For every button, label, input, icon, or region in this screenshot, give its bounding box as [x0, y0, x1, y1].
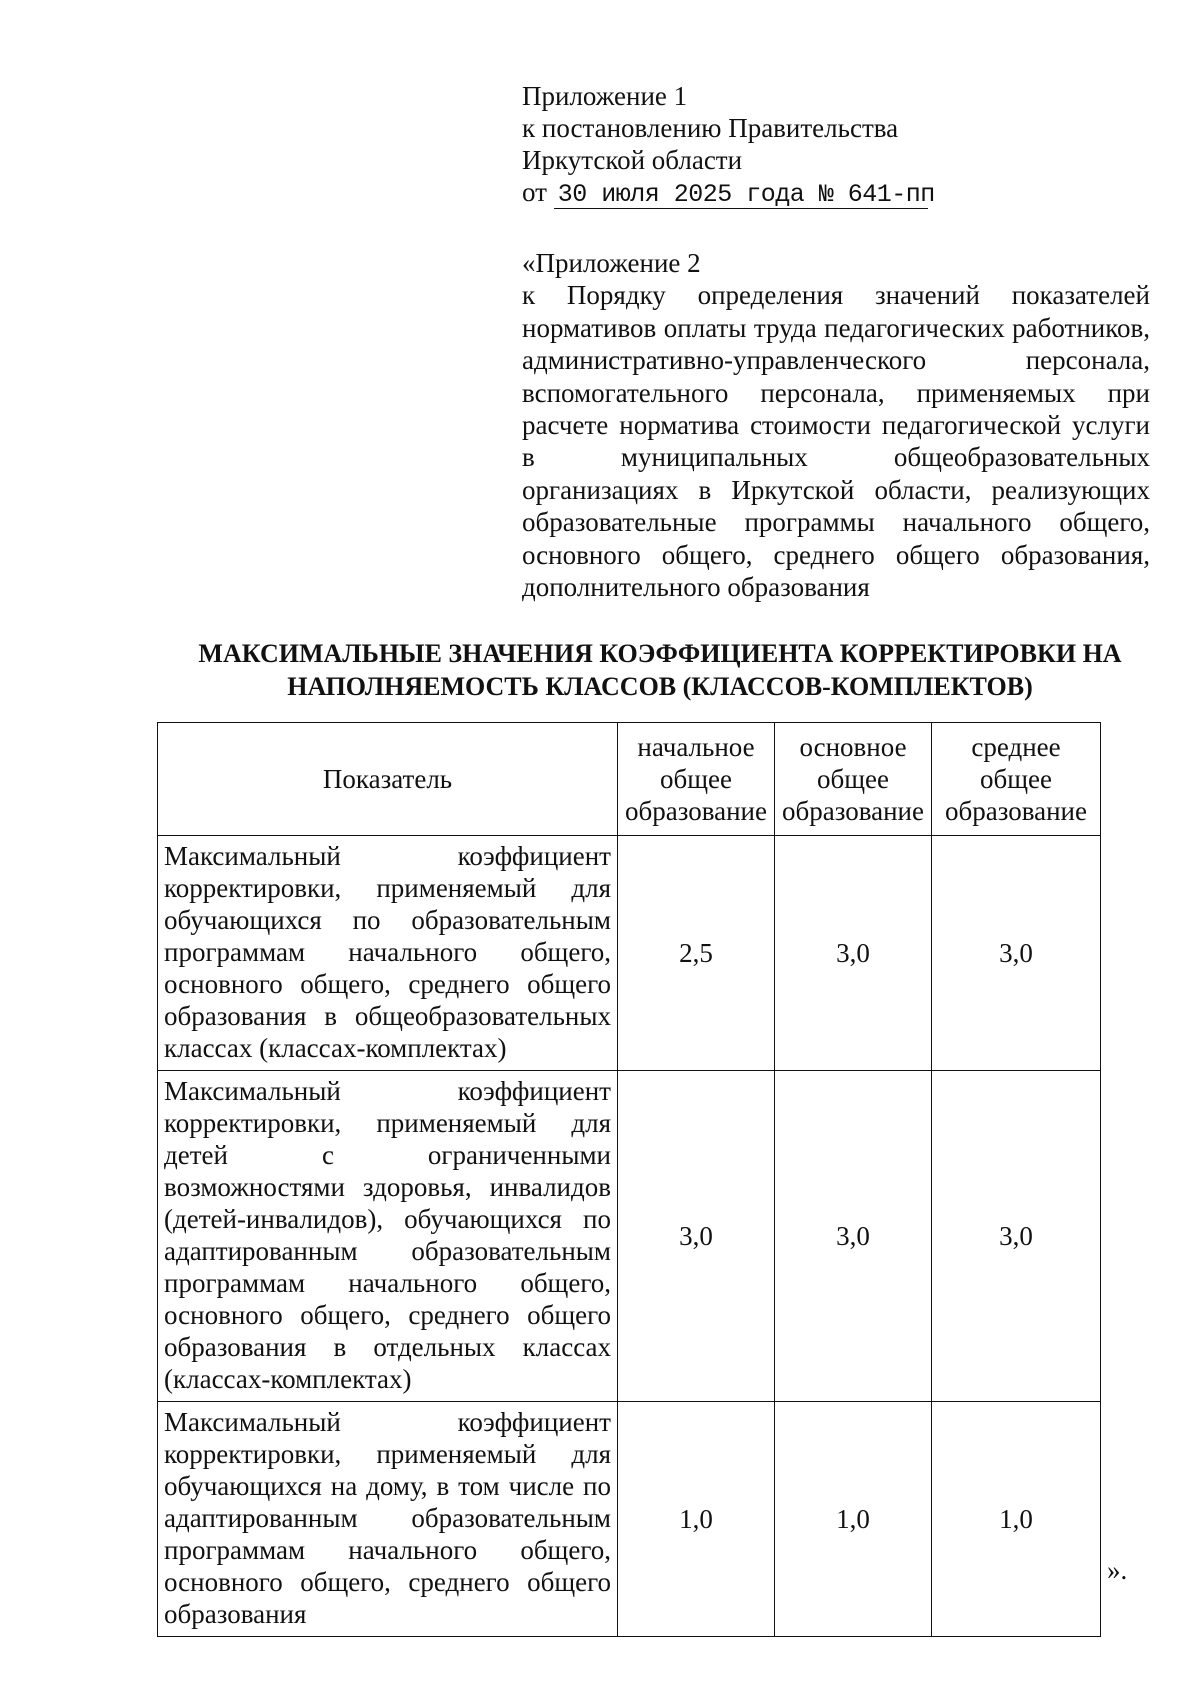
- row-value-primary: 1,0: [618, 1402, 775, 1637]
- closing-quote: ».: [1107, 1555, 1128, 1585]
- row-value-basic: 1,0: [775, 1402, 932, 1637]
- date-prefix: от: [522, 177, 547, 207]
- row-value-primary: 3,0: [618, 1071, 775, 1402]
- row-value-basic: 3,0: [775, 836, 932, 1071]
- attachment-1-line-2: к постановлению Правительства: [522, 113, 899, 143]
- row-value-secondary: 1,0: [932, 1402, 1101, 1637]
- heading-line-1: МАКСИМАЛЬНЫЕ ЗНАЧЕНИЯ КОЭФФИЦИЕНТА КОРРЕКТИРОВКИ НА: [198, 639, 1122, 668]
- table-row: [158, 1402, 1101, 1637]
- attachment-2-header: [522, 247, 1150, 603]
- row-indicator: Максимальный коэффициент корректировки, применяемый для обучающихся на дому, в том числе по адаптированным образовательным программам начального общего, основного общего, среднего общего образования: [158, 1402, 618, 1637]
- decree-date-number: 30 июля 2025 года № 641-пп: [554, 182, 928, 209]
- document-heading: [170, 637, 1150, 703]
- attachment-1-title: Приложение 1: [522, 81, 688, 111]
- attachment-1-date-line: [522, 176, 942, 209]
- header-primary-education: начальное общее образование: [618, 723, 775, 836]
- row-indicator: Максимальный коэффициент корректировки, применяемый для обучающихся по образовательным программам начального общего, основного общего, среднего общего образования в общеобразовательных классах (классах-комплектах): [158, 836, 618, 1071]
- row-value-primary: 2,5: [618, 836, 775, 1071]
- coefficient-table: [157, 722, 1101, 1637]
- heading-line-2: НАПОЛНЯЕМОСТЬ КЛАССОВ (КЛАССОВ-КОМПЛЕКТОВ): [287, 672, 1033, 701]
- header-secondary-education: среднее общее образование: [932, 723, 1101, 836]
- attachment-1-header: [522, 80, 942, 209]
- table-row: [158, 836, 1101, 1071]
- row-value-secondary: 3,0: [932, 836, 1101, 1071]
- header-indicator: Показатель: [158, 723, 618, 836]
- attachment-2-body: к Порядку определения значений показателей нормативов оплаты труда педагогических работников, административно-управленческого персонала, вспомогательного персонала, применяемых при расчете норматива стоимости педагогической услуги в муниципальных общеобразовательных организациях в Иркутской области, реализующих образовательные программы начального общего, основного общего, среднего общего образования, дополнительного образования: [522, 280, 1150, 603]
- attachment-1-line-3: Иркутской области: [522, 145, 743, 175]
- row-value-basic: 3,0: [775, 1071, 932, 1402]
- header-basic-education: основное общее образование: [775, 723, 932, 836]
- row-indicator: Максимальный коэффициент корректировки, применяемый для детей с ограниченными возможностями здоровья, инвалидов (детей-инвалидов), обучающихся по адаптированным образовательным программам начального общего, основного общего, среднего общего образования в отдельных классах (классах-комплектах): [158, 1071, 618, 1402]
- table-row: [158, 1071, 1101, 1402]
- table-header-row: [158, 723, 1101, 836]
- attachment-2-title: «Приложение 2: [522, 248, 701, 278]
- row-value-secondary: 3,0: [932, 1071, 1101, 1402]
